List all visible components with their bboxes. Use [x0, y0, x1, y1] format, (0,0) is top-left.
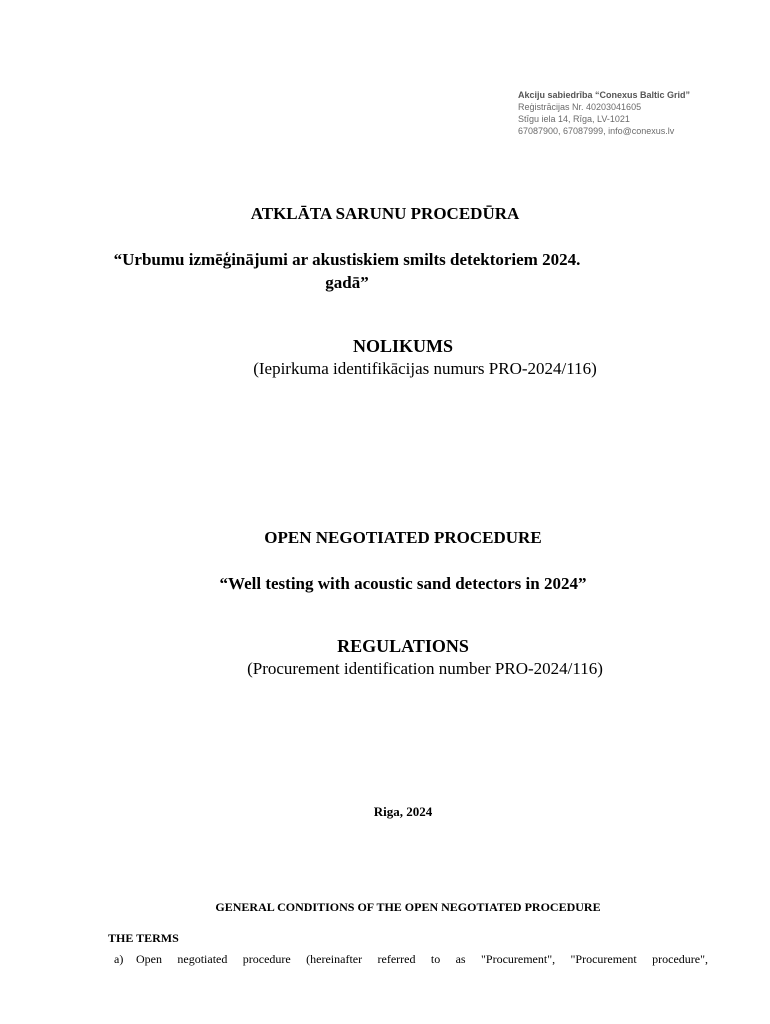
lv-procedure-title: ATKLĀTA SARUNU PROCEDŪRA: [250, 204, 520, 223]
terms-heading: THE TERMS: [108, 931, 179, 945]
en-procurement-id: (Procurement identification number PRO-2024/116): [247, 659, 603, 678]
en-subject: “Well testing with acoustic sand detectors in 2024”: [219, 574, 587, 593]
en-document-title: REGULATIONS: [337, 636, 469, 656]
list-marker: a): [114, 952, 124, 966]
place-year: Riga, 2024: [373, 804, 433, 819]
lv-procurement-id: (Iepirkuma identifikācijas numurs PRO-2024/116): [253, 359, 597, 378]
en-procedure-title: OPEN NEGOTIATED PROCEDURE: [264, 528, 542, 547]
lv-document-title: NOLIKUMS: [352, 336, 453, 356]
company-contacts: 67087900, 67087999, info@conexus.lv: [518, 126, 675, 136]
company-address: Stīgu iela 14, Rīga, LV-1021: [518, 114, 630, 124]
terms-item-text: Open negotiated procedure (hereinafter referred to as "Procurement", "Procurement procedure",: [136, 952, 708, 966]
company-registration: Reģistrācijas Nr. 40203041605: [518, 102, 642, 112]
company-header: [518, 89, 690, 137]
lv-subject-line1: “Urbumu izmēģinājumi ar akustiskiem smilts detektoriem 2024.: [113, 250, 581, 269]
company-name: Akciju sabiedrība “Conexus Baltic Grid”: [518, 90, 691, 100]
general-conditions-heading: GENERAL CONDITIONS OF THE OPEN NEGOTIATED PROCEDURE: [215, 900, 601, 914]
terms-list-item: [114, 952, 708, 967]
lv-subject-line2: gadā”: [325, 273, 369, 292]
